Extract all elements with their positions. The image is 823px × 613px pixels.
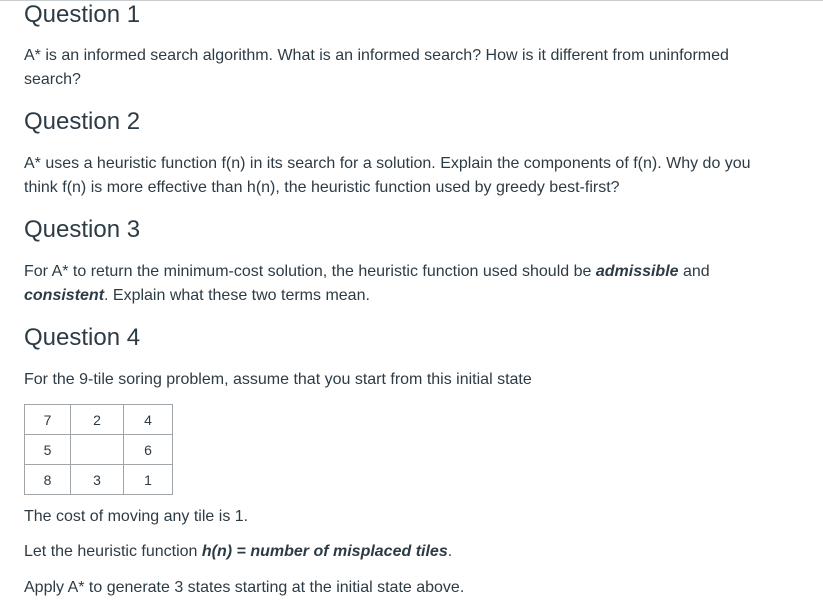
heuristic-prefix: Let the heuristic function	[24, 543, 202, 560]
grid-cell: 7	[25, 405, 71, 435]
grid-cell: 3	[71, 465, 124, 495]
heuristic-definition: h(n) = number of misplaced tiles	[201, 543, 448, 560]
grid-cell: 1	[124, 465, 173, 495]
move-cost-text: The cost of moving any tile is 1.	[24, 508, 249, 525]
grid-row	[25, 465, 173, 495]
grid-cell: 6	[124, 435, 173, 465]
question-1-title: Question 1	[24, 1, 141, 28]
grid-cell: 2	[71, 405, 124, 435]
question-3-text-part1: For A* to return the minimum-cost solution, the heuristic function used should be	[24, 263, 596, 280]
initial-state-grid	[24, 404, 173, 495]
grid-row	[25, 405, 173, 435]
question-4-intro: For the 9-tile soring problem, assume that you start from this initial state	[24, 371, 532, 388]
heuristic-text	[24, 540, 452, 564]
question-1-text: A* is an informed search algorithm. What is an informed search? How is it different from uninformed search?	[24, 47, 729, 88]
question-2-title: Question 2	[24, 108, 141, 135]
grid-cell-blank	[71, 435, 124, 465]
question-2-text: A* uses a heuristic function f(n) in its search for a solution. Explain the components of f(n). Why do you think f(n) is more effective than h(n), the heuristic function used by greedy best-first?	[24, 155, 751, 196]
heuristic-suffix: .	[447, 543, 453, 560]
grid-cell: 4	[124, 405, 173, 435]
apply-instruction-text: Apply A* to generate 3 states starting at the initial state above.	[24, 579, 465, 596]
question-4-title: Question 4	[24, 324, 141, 351]
grid-row	[25, 435, 173, 465]
grid-cell: 5	[25, 435, 71, 465]
term-consistent: consistent	[24, 287, 105, 304]
question-3-text-part2: and	[678, 263, 710, 280]
question-3-text-part3: . Explain what these two terms mean.	[104, 287, 370, 304]
term-admissible: admissible	[595, 263, 679, 280]
question-3-title: Question 3	[24, 216, 141, 243]
question-3-text	[24, 260, 764, 308]
grid-cell: 8	[25, 465, 71, 495]
